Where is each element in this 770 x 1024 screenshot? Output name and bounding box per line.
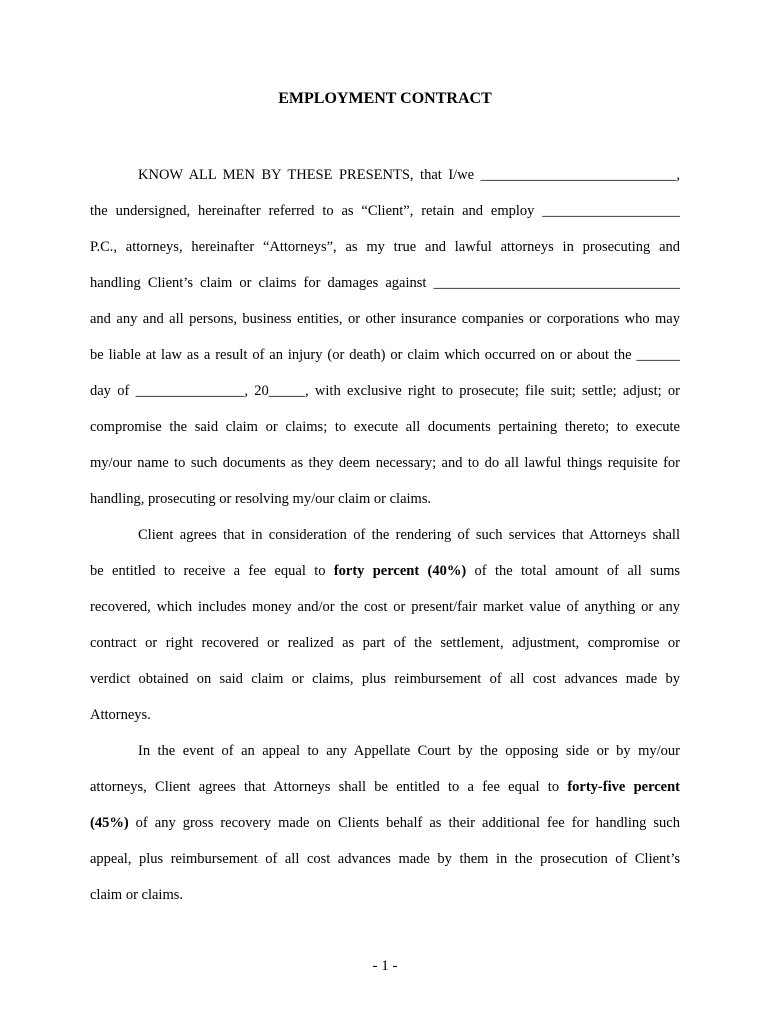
contract-line [90, 445, 680, 481]
text-run: recovered, which includes money and/or the cost or present/fair market value of anything or any [90, 599, 680, 615]
contract-line [90, 661, 680, 697]
text-run: be entitled to receive a fee equal to [90, 563, 334, 579]
blank-field: _______________ [135, 383, 245, 399]
contract-line [90, 841, 680, 877]
contract-line [90, 805, 680, 841]
contract-line [90, 157, 680, 193]
contract-line [90, 409, 680, 445]
text-run: appeal, plus reimbursement of all cost advances made by them in the prosecution of Client’s [90, 851, 680, 867]
text-run: day of [90, 383, 136, 399]
text-run: , [676, 167, 680, 183]
document-title: EMPLOYMENT CONTRACT [278, 90, 492, 107]
text-run: of any gross recovery made on Clients behalf as their additional fee for handling such [128, 815, 680, 831]
contract-line [90, 553, 680, 589]
text-run: In the event of an appeal to any Appellate Court by the opposing side or by my/our [138, 743, 680, 759]
contract-line [90, 373, 680, 409]
text-run: verdict obtained on said claim or claims, plus reimbursement of all cost advances made by [90, 671, 680, 687]
contract-line [90, 265, 680, 301]
text-run: handling, prosecuting or resolving my/our claim or claims. [90, 491, 432, 507]
text-run: contract or right recovered or realized as part of the settlement, adjustment, compromise or [90, 635, 680, 651]
blank-field: _____ [268, 383, 306, 399]
text-run: handling Client’s claim or claims for damages against [90, 275, 434, 291]
blank-field: ___________________________ [480, 167, 677, 183]
text-run: claim or claims. [90, 887, 184, 903]
text-run: attorneys, Client agrees that Attorneys shall be entitled to a fee equal to [90, 779, 568, 795]
contract-line [90, 337, 680, 373]
contract-line [90, 301, 680, 337]
text-run: P.C., attorneys, hereinafter “Attorneys”, as my true and lawful attorneys in prosecuting and [90, 239, 680, 255]
contract-line [90, 769, 680, 805]
page-number: - 1 - [372, 958, 398, 974]
contract-line [90, 481, 680, 517]
text-run: , with exclusive right to prosecute; file suit; settle; adjust; or [305, 383, 680, 399]
text-run: , 20 [244, 383, 269, 399]
contract-paragraph [90, 733, 680, 913]
contract-paragraph [90, 157, 680, 517]
text-run: compromise the said claim or claims; to execute all documents pertaining thereto; to execute [90, 419, 680, 435]
contract-line [90, 877, 680, 913]
bold-text-run: forty-five percent [567, 779, 680, 795]
text-run: and any and all persons, business entities, or other insurance companies or corporations who may [90, 311, 680, 327]
blank-field: ___________________ [542, 203, 680, 219]
contract-line [90, 589, 680, 625]
bold-text-run: (45%) [90, 815, 129, 831]
text-run: be liable at law as a result of an injury (or death) or claim which occurred on or about the [90, 347, 637, 363]
contract-line [90, 697, 680, 733]
text-run: Client agrees that in consideration of the rendering of such services that Attorneys shall [138, 527, 680, 543]
text-run: my/our name to such documents as they deem necessary; and to do all lawful things requisite for [90, 455, 680, 471]
contract-line [90, 625, 680, 661]
contract-line [90, 733, 680, 769]
text-run: of the total amount of all sums [466, 563, 680, 579]
blank-field: ______ [636, 347, 680, 363]
document-body [90, 157, 680, 913]
text-run: Attorneys. [90, 707, 151, 723]
contract-line [90, 517, 680, 553]
text-run: the undersigned, hereinafter referred to as “Client”, retain and employ [90, 203, 543, 219]
text-run: KNOW ALL MEN BY THESE PRESENTS, that I/we [138, 167, 481, 183]
contract-line [90, 193, 680, 229]
contract-paragraph [90, 517, 680, 733]
blank-field: __________________________________ [433, 275, 680, 291]
bold-text-run: forty percent (40%) [333, 563, 467, 579]
contract-line [90, 229, 680, 265]
